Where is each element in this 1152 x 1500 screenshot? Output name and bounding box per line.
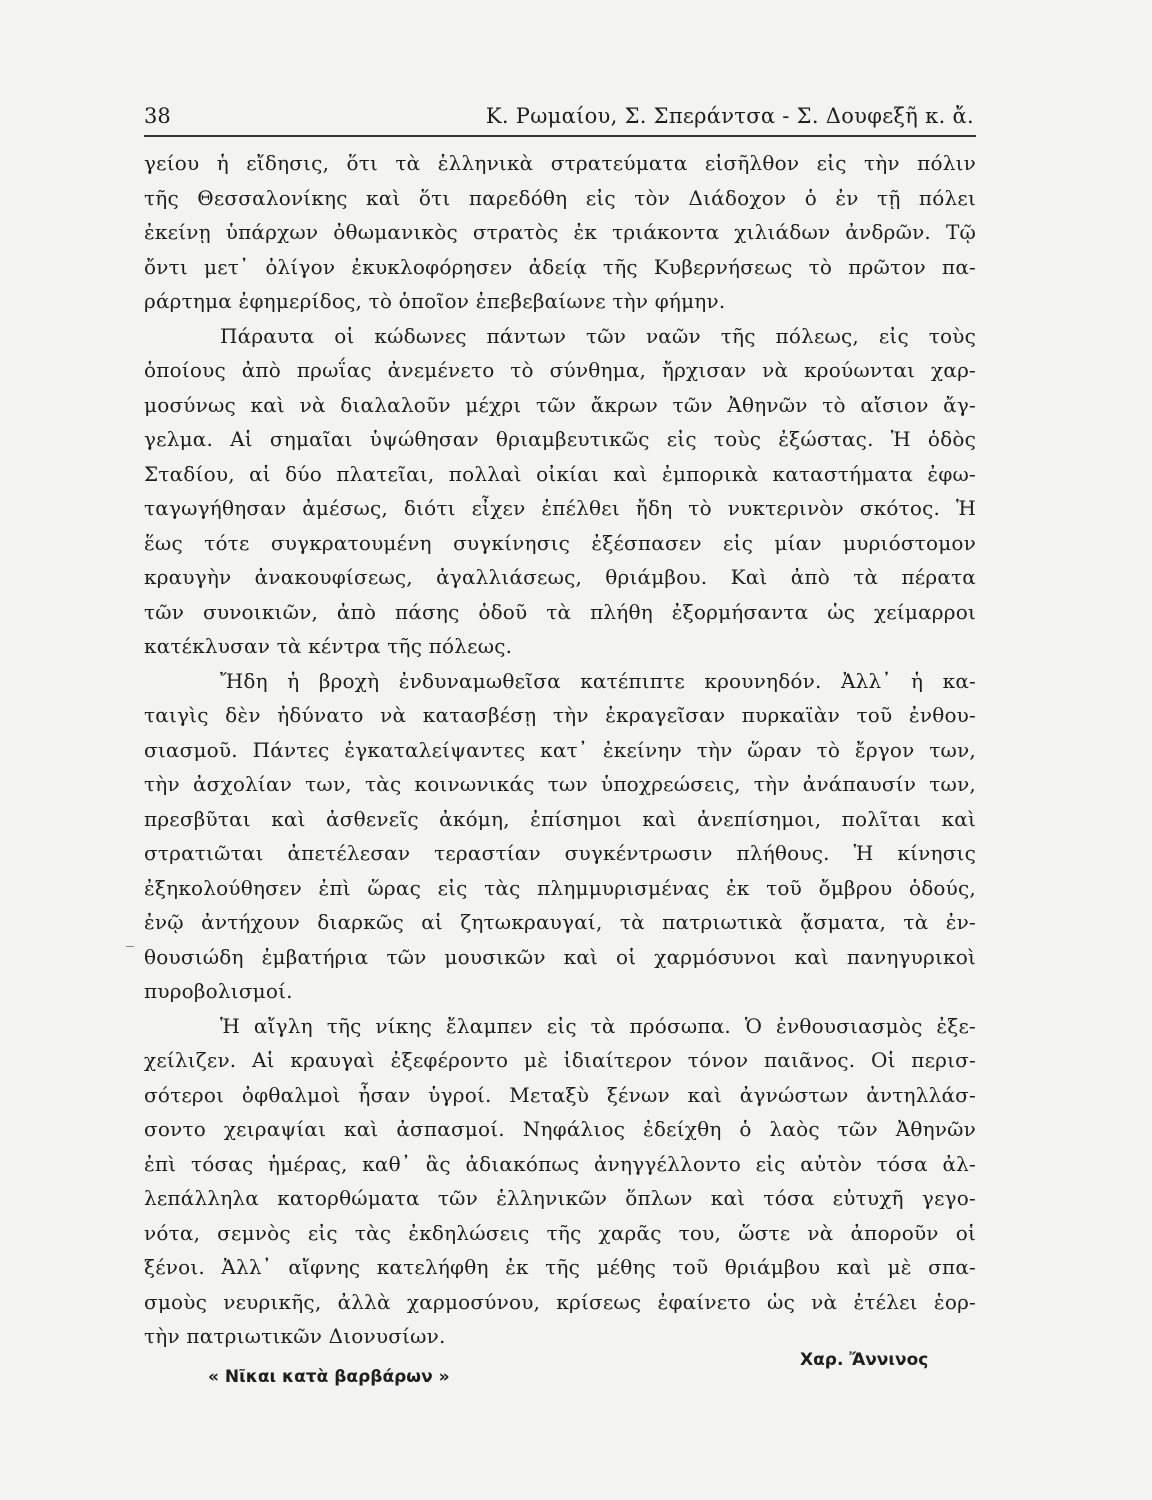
text-line: σμοὺς νευρικῆς, ἀλλὰ χαρμοσύνου, κρίσεως ἐφαίνετο ὡς νὰ ἐτέλει ἑορ-	[144, 1289, 976, 1314]
text-line: πυροβολισμοί.	[144, 979, 293, 1003]
text-line: Ἤδη ἡ βροχὴ ἐνδυναμωθεῖσα κατέπιπτε κρουνηδόν. Ἀλλ᾽ ἡ κα-	[220, 668, 976, 693]
text-line: ταιγὶς δὲν ἠδύνατο νὰ κατασβέσῃ τὴν ἐκραγεῖσαν πυρκαϊὰν τοῦ ἐνθου-	[144, 703, 976, 727]
text-line: κατέκλυσαν τὰ κέντρα τῆς πόλεως.	[144, 634, 513, 658]
text-line: Πάραυτα οἱ κώδωνες πάντων τῶν ναῶν τῆς πόλεως, εἰς τοὺς	[220, 323, 976, 348]
text-line: μοσύνως καὶ νὰ διαλαλοῦν μέχρι τῶν ἄκρων τῶν Ἀθηνῶν τὸ αἴσιον ἄγ-	[144, 392, 976, 417]
text-line: τὴν πατριωτικῶν Διονυσίων.	[144, 1324, 446, 1348]
page-header	[144, 104, 974, 138]
text-line: θουσιώδη ἐμβατήρια τῶν μουσικῶν καὶ οἱ χαρμόσυνοι καὶ πανηγυρικοὶ	[144, 944, 976, 969]
text-line: ἐξηκολούθησεν ἐπὶ ὥρας εἰς τὰς πλημμυρισμένας ἐκ τοῦ ὄμβρου ὁδούς,	[144, 875, 976, 900]
text-line: ἕως τότε συγκρατουμένη συγκίνησις ἐξέσπασεν εἰς μίαν μυριόστομον	[144, 530, 976, 555]
text-line: ἐπὶ τόσας ἡμέρας, καθ᾽ ἃς ἀδιακόπως ἀνηγγέλλοντο εἰς αὐτὸν τόσα ἀλ-	[144, 1151, 976, 1176]
text-line: στρατιῶται ἀπετέλεσαν τεραστίαν συγκέντρωσιν πλήθους. Ἡ κίνησις	[144, 841, 976, 865]
margin-mark	[126, 946, 134, 947]
text-line: σιασμοῦ. Πάντες ἐγκαταλείψαντες κατ᾽ ἐκείνην τὴν ὥραν τὸ ἔργον των,	[144, 737, 976, 762]
text-line: ἐνῷ ἀντήχουν διαρκῶς αἱ ζητωκραυγαί, τὰ πατριωτικὰ ᾄσματα, τὰ ἐν-	[144, 910, 976, 934]
text-line: γελμα. Αἱ σημαῖαι ὑψώθησαν θριαμβευτικῶς εἰς τοὺς ἐξώστας. Ἡ ὁδὸς	[144, 427, 976, 451]
text-line: νότα, σεμνὸς εἰς τὰς ἐκδηλώσεις τῆς χαρᾶς του, ὥστε νὰ ἀποροῦν οἱ	[144, 1220, 976, 1245]
text-line: γείου ἡ εἴδησις, ὅτι τὰ ἑλληνικὰ στρατεύματα εἰσῆλθον εἰς τὴν πόλιν	[144, 151, 976, 175]
text-line: Ἡ αἴγλη τῆς νίκης ἔλαμπεν εἰς τὰ πρόσωπα. Ὁ ἐνθουσιασμὸς ἐξε-	[220, 1013, 976, 1038]
text-line: Σταδίου, αἱ δύο πλατεῖαι, πολλαὶ οἰκίαι καὶ ἐμπορικὰ καταστήματα ἐφω-	[144, 461, 976, 486]
text-line: ράρτημα ἐφημερίδος, τὸ ὁποῖον ἐπεβεβαίωνε τὴν φήμην.	[144, 289, 726, 313]
text-line: ταγωγήθησαν ἀμέσως, διότι εἶχεν ἐπέλθει ἤδη τὸ νυκτερινὸν σκότος. Ἡ	[144, 496, 976, 520]
text-line: τῆς Θεσσαλονίκης καὶ ὅτι παρεδόθη εἰς τὸν Διάδοχον ὁ ἐν τῇ πόλει	[144, 185, 976, 210]
author-signature: Χαρ. Ἄννινος	[800, 1350, 929, 1370]
text-line: ὁποίους ἀπὸ πρωΐας ἀνεμένετο τὸ σύνθημα, ἤρχισαν νὰ κρούωνται χαρ-	[144, 358, 976, 382]
text-line: χείλιζεν. Αἱ κραυγαὶ ἐξεφέροντο μὲ ἰδιαίτερον τόνον παιᾶνος. Οἱ περισ-	[144, 1048, 976, 1072]
text-line: τὴν ἀσχολίαν των, τὰς κοινωνικάς των ὑποχρεώσεις, τὴν ἀνάπαυσίν των,	[144, 772, 976, 796]
text-line: ὄντι μετ᾽ ὀλίγον ἐκυκλοφόρησεν ἀδείᾳ τῆς Κυβερνήσεως τὸ πρῶτον πα-	[144, 254, 976, 279]
text-line: τῶν συνοικιῶν, ἀπὸ πάσης ὁδοῦ τὰ πλήθη ἐξορμήσαντα ὡς χείμαρροι	[144, 599, 976, 624]
header-rule	[144, 135, 976, 137]
text-line: λεπάλληλα κατορθώματα τῶν ἑλληνικῶν ὅπλων καὶ τόσα εὐτυχῆ γεγο-	[144, 1186, 976, 1210]
running-title: Κ. Ρωμαίου, Σ. Σπεράντσα - Σ. Δουφεξῆ κ. ἄ.	[485, 104, 974, 128]
text-line: σοντο χειραψίαι καὶ ἀσπασμοί. Νηφάλιος ἐδείχθη ὁ λαὸς τῶν Ἀθηνῶν	[144, 1117, 976, 1141]
text-line: σότεροι ὀφθαλμοὶ ἦσαν ὑγροί. Μεταξὺ ξένων καὶ ἀγνώστων ἀντηλλάσ-	[144, 1082, 976, 1107]
text-line: ἐκείνῃ ὑπάρχων ὀθωμανικὸς στρατὸς ἐκ τριάκοντα χιλιάδων ἀνδρῶν. Τῷ	[144, 220, 976, 244]
text-line: πρεσβῦται καὶ ἀσθενεῖς ἀκόμη, ἐπίσημοι καὶ ἀνεπίσημοι, πολῖται καὶ	[144, 806, 976, 831]
page-number: 38	[144, 104, 171, 128]
source-citation: « Νῖκαι κατὰ βαρβάρων »	[208, 1367, 450, 1387]
text-line: ξένοι. Ἀλλ᾽ αἴφνης κατελήφθη ἐκ τῆς μέθης τοῦ θριάμβου καὶ μὲ σπα-	[144, 1255, 976, 1279]
text-line: κραυγὴν ἀνακουφίσεως, ἀγαλλιάσεως, θριάμβου. Καὶ ἀπὸ τὰ πέρατα	[144, 565, 976, 589]
body-text	[144, 146, 976, 1354]
